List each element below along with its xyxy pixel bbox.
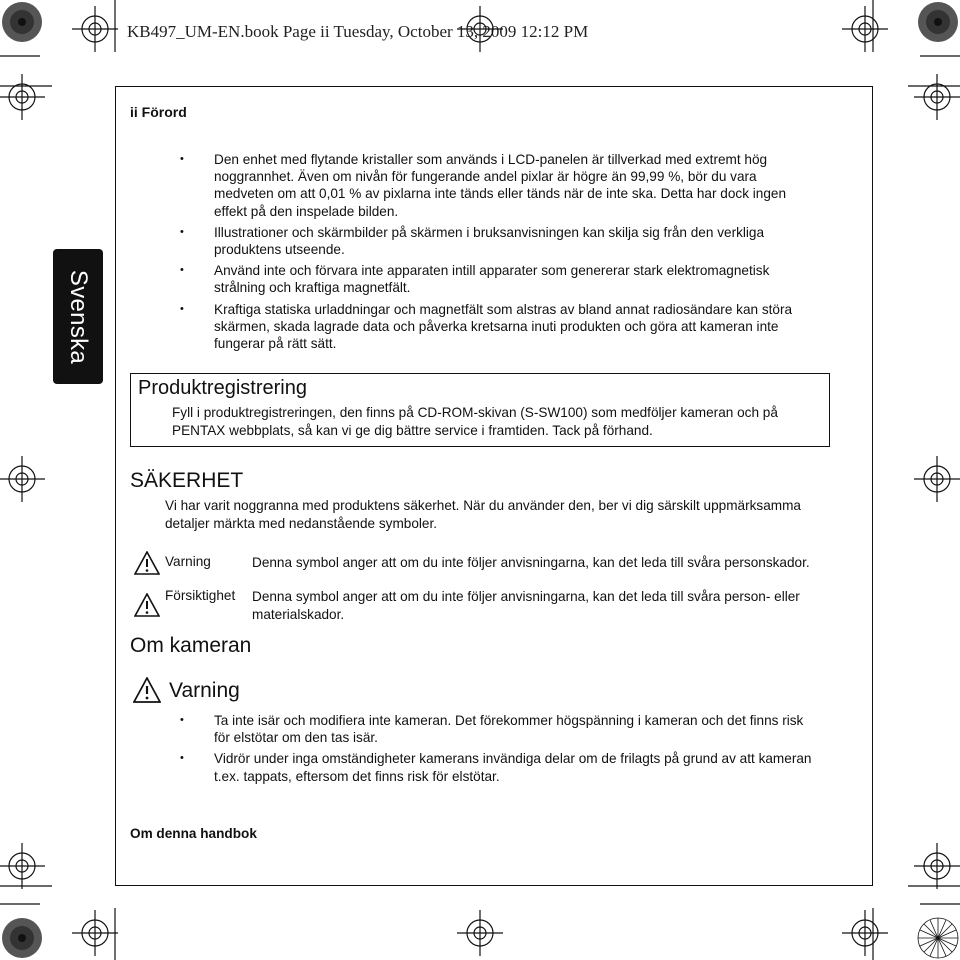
registration-mark-icon: [914, 843, 960, 889]
language-tab-label: Svenska: [65, 269, 92, 364]
list-item: • Vidrör under inga omständigheter kamerans invändiga delar om de frilagts på grund av att kameran t.ex. tappats, eftersom det finns risk för elstötar.: [180, 750, 820, 784]
manual-section-heading: Om denna handbok: [130, 826, 257, 841]
registration-mark-icon: [914, 456, 960, 502]
print-slug-line: KB497_UM-EN.book Page ii Tuesday, October 13, 2009 12:12 PM: [127, 22, 589, 41]
registration-mark-icon: [0, 74, 45, 120]
registration-mark-icon: [457, 910, 503, 956]
list-item: • Använd inte och förvara inte apparaten intill apparater som genererar stark elektromagnetisk strålning och kraftiga magnetfält.: [180, 262, 820, 296]
safety-heading: SÄKERHET: [130, 469, 244, 492]
safety-intro: Vi har varit noggranna med produktens säkerhet. När du använder den, ber vi dig särskilt uppmärksamma detaljer märkta med nedanstående symboler.: [165, 498, 801, 531]
caution-description: Denna symbol anger att om du inte följer anvisningarna, kan det leda till svåra person- eller materialskador.: [252, 589, 800, 622]
registration-mark-icon: [914, 74, 960, 120]
registration-mark-icon: [72, 6, 118, 52]
registration-mark-icon: [457, 6, 503, 52]
list-item: • Kraftiga statiska urladdningar och magnetfält som alstras av bland annat radiosändare kan störa skärmen, skada lagrade data och påverka kretsarna inuti produkten och göra att kameran inte fungerar på rätt sätt.: [180, 301, 820, 353]
registration-mark-icon: [0, 456, 45, 502]
warning-description: Denna symbol anger att om du inte följer anvisningarna, kan det leda till svåra personskador.: [252, 555, 810, 570]
registration-mark-icon: [0, 843, 45, 889]
warning-triangle-icon: [134, 551, 160, 575]
registration-mark-icon: [842, 6, 888, 52]
camera-warning-list: [180, 712, 820, 789]
color-target-icon: [2, 2, 42, 42]
warning-label: Varning: [165, 554, 211, 569]
caution-label: Försiktighet: [165, 588, 236, 603]
registration-box: [130, 373, 830, 447]
camera-heading: Om kameran: [130, 634, 252, 657]
list-item: • Illustrationer och skärmbilder på skärmen i bruksanvisningen kan skilja sig från den verkliga produktens utseende.: [180, 224, 820, 258]
registration-body: Fyll i produktregistreringen, den finns på CD-ROM-skivan (S-SW100) som medföljer kameran och på PENTAX webbplats, så kan vi ge dig bättre service i framtiden. Tack på förhand.: [172, 405, 778, 438]
registration-mark-icon: [72, 910, 118, 956]
language-tab: [53, 249, 103, 384]
intro-bullet-list: [180, 151, 820, 356]
list-item: • Den enhet med flytande kristaller som används i LCD-panelen är tillverkad med extremt hög noggrannhet. Även om nivån för fungerande andel pixlar är högre än 99,99 %, bör du vara medveten om att 0,01 % av pixlarna inte tänds eller tänds när de inte ska. Detta har dock ingen effekt på den inspelade bilden.: [180, 151, 820, 220]
camera-warning-heading: Varning: [169, 679, 240, 702]
warning-triangle-icon: [134, 593, 160, 617]
warning-triangle-icon: [133, 677, 161, 703]
color-target-icon: [918, 2, 958, 42]
registration-title: Produktregistrering: [138, 377, 307, 399]
page-title: ii Förord: [130, 104, 187, 120]
registration-mark-icon: [842, 910, 888, 956]
list-item: • Ta inte isär och modifiera inte kameran. Det förekommer högspänning i kameran och det finns risk för elstötar om den tas isär.: [180, 712, 820, 746]
starburst-target-icon: [918, 918, 958, 958]
color-target-icon: [2, 918, 42, 958]
